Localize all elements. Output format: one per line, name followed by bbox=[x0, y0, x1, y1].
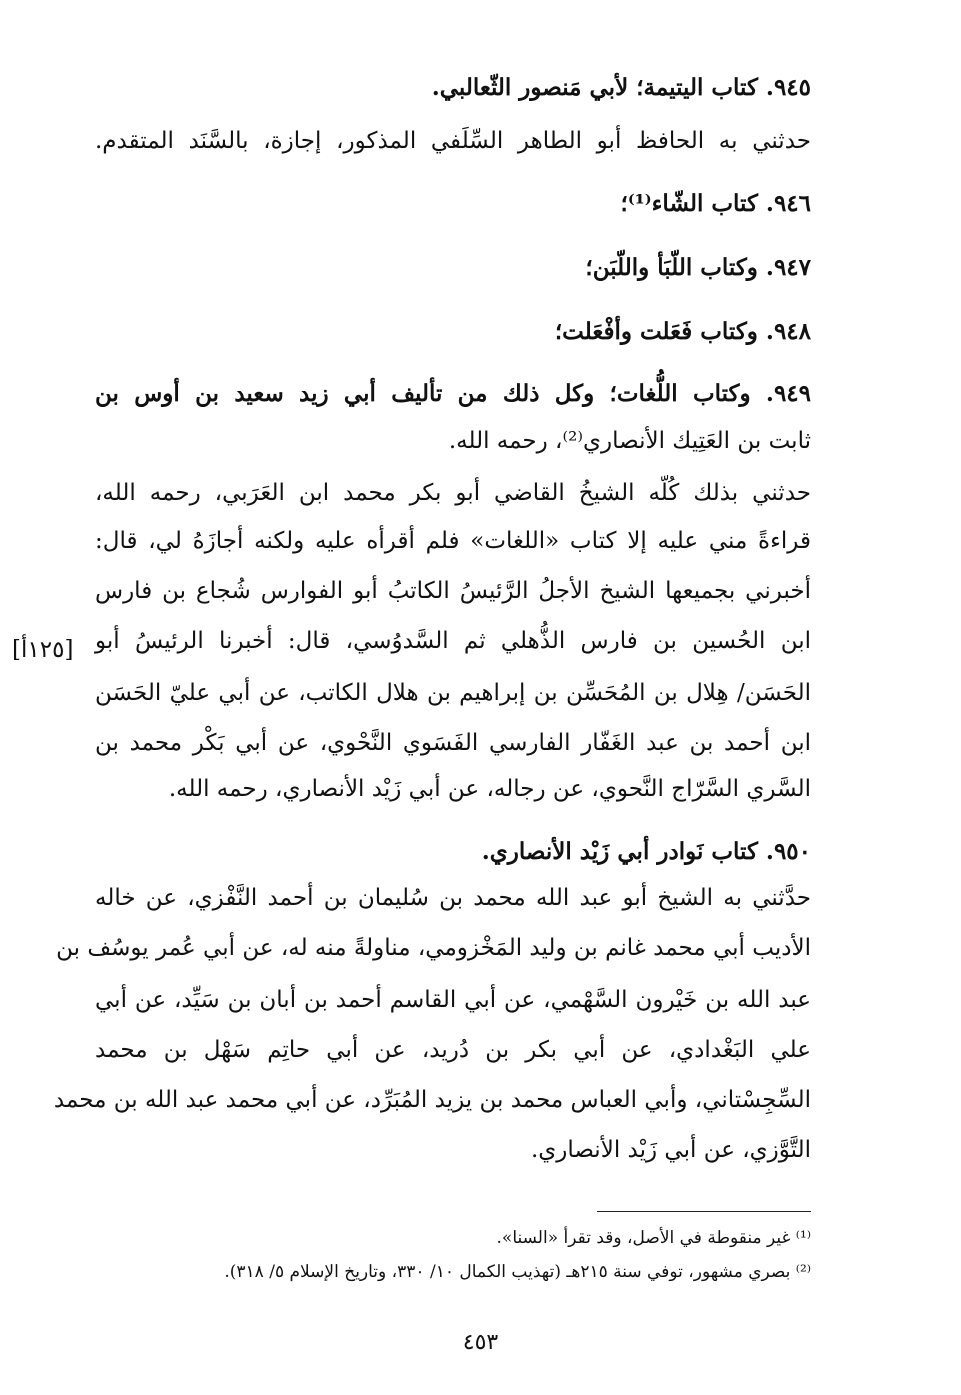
text-line: قراءةً مني عليه إلا كتاب «اللغات» فلم أقرأه عليه ولكنه أجازَهُ لي، قال: bbox=[95, 528, 811, 554]
text-line: السِّجِسْتاني، وأبي العباس محمد بن يزيد المُبَرِّد، عن أبي محمد عبد الله بن محمد bbox=[53, 1087, 811, 1113]
text-line: ثابت بن العَتِيك الأنصاري⁽²⁾، رحمه الله. bbox=[448, 428, 811, 454]
page-number: ٤٥٣ bbox=[462, 1330, 499, 1355]
text-line: علي البَغْدادي، عن أبي بكر بن دُريد، عن أبي حاتِم سَهْل بن محمد bbox=[95, 1037, 811, 1063]
footnote-2: ⁽²⁾ بصري مشهور، توفي سنة ٢١٥هـ (تهذيب الكمال ١٠/ ٣٣٠، وتاريخ الإسلام ٥/ ٣١٨). bbox=[224, 1262, 811, 1282]
footnote-divider bbox=[597, 1211, 811, 1212]
entry-949-title: ٩٤٩. وكتاب اللُّغات؛ وكل ذلك من تأليف أبي زيد سعيد بن أوس بن bbox=[95, 380, 811, 407]
entry-948-title: ٩٤٨. وكتاب فَعَلت وأفْعَلت؛ bbox=[554, 318, 811, 345]
text-line: الأديب أبي محمد غانم بن وليد المَخْزومي، مناولةً منه له، عن أبي عُمر يوسُف بن bbox=[56, 935, 811, 961]
text-line: ابن الحُسين بن فارس الذُّهلي ثم السَّدوُسي، قال: أخبرنا الرئيسُ أبو bbox=[95, 628, 811, 654]
folio-marker: [١٢٥أ] bbox=[12, 637, 74, 663]
footnote-1: ⁽¹⁾ غير منقوطة في الأصل، وقد تقرأ «السنا». bbox=[496, 1228, 811, 1248]
text-line: السَّري السَّرّاج النَّحوي، عن رجاله، عن أبي زَيْد الأنصاري، رحمه الله. bbox=[168, 776, 811, 802]
entry-947-title: ٩٤٧. وكتاب اللّبَأ واللّبَن؛ bbox=[585, 254, 811, 281]
entry-945-title: ٩٤٥. كتاب اليتيمة؛ لأبي مَنصور الثّعالبي. bbox=[431, 74, 811, 101]
text-line: حدثني بذلك كُلّه الشيخُ القاضي أبو بكر محمد ابن العَرَبي، رحمه الله، bbox=[95, 480, 811, 506]
text-line: حدَّثني به الشيخ أبو عبد الله محمد بن سُليمان بن أحمد النَّفْزي، عن خاله bbox=[95, 885, 811, 911]
text-line: ابن أحمد بن عبد الغَفّار الفارسي الفَسَوي النَّحْوي، عن أبي بَكْر محمد بن bbox=[95, 730, 811, 756]
text-line: الحَسَن/ هِلال بن المُحَسِّن بن إبراهيم بن هلال الكاتب، عن أبي عليّ الحَسَن bbox=[95, 680, 811, 706]
text-line: التَّوَّزي، عن أبي زَيْد الأنصاري. bbox=[530, 1137, 811, 1163]
text-line: أخبرني بجميعها الشيخ الأجلُ الرَّئيسُ الكاتبُ أبو الفوارس شُجاع بن فارس bbox=[95, 578, 811, 604]
text-line: عبد الله بن خَيْرون السَّهْمي، عن أبي القاسم أحمد بن أبان بن سَيِّد، عن أبي bbox=[95, 987, 811, 1013]
entry-946-title: ٩٤٦. كتاب الشّاء⁽¹⁾؛ bbox=[620, 190, 811, 217]
entry-950-title: ٩٥٠. كتاب نَوادر أبي زَيْد الأنصاري. bbox=[481, 838, 811, 865]
text-line: حدثني به الحافظ أبو الطاهر السِّلَفي المذكور، إجازة، بالسَّنَد المتقدم. bbox=[95, 128, 811, 154]
